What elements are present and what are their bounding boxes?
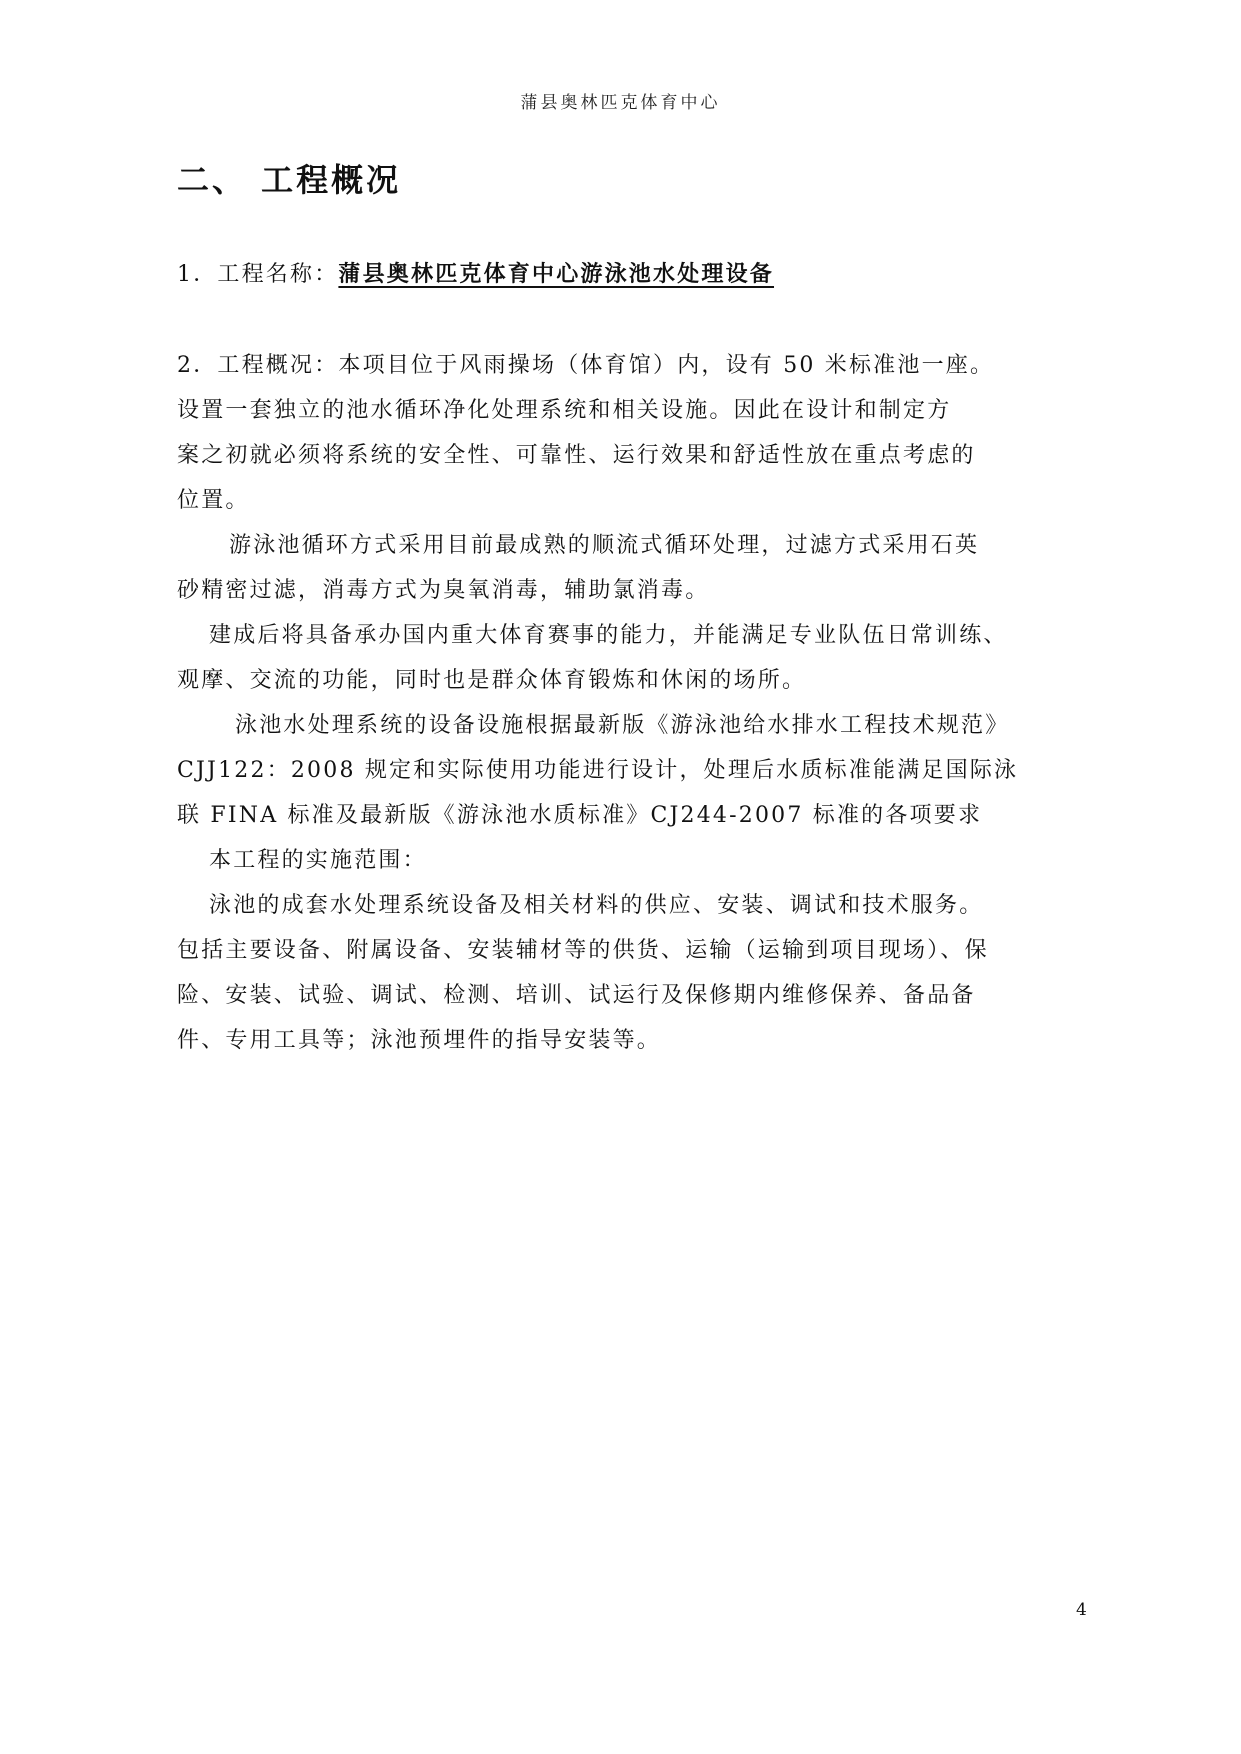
overview-line: 险、安装、试验、调试、检测、培训、试运行及保修期内维修保养、备品备	[177, 983, 976, 1008]
overview-line: 包括主要设备、附属设备、安装辅材等的供货、运输（运输到项目现场）、保	[177, 938, 989, 963]
overview-line: 观摩、交流的功能，同时也是群众体育锻炼和休闲的场所。	[177, 668, 807, 693]
overview-line: 泳池水处理系统的设备设施根据最新版《游泳池给水排水工程技术规范》	[235, 713, 1010, 738]
project-name-line	[177, 252, 1097, 297]
overview-line: 游泳池循环方式采用目前最成熟的顺流式循环处理，过滤方式采用石英	[229, 533, 980, 558]
overview-line: 设置一套独立的池水循环净化处理系统和相关设施。因此在设计和制定方	[177, 398, 952, 423]
project-name-value: 蒲县奥林匹克体育中心游泳池水处理设备	[338, 262, 775, 287]
overview-line: 建成后将具备承办国内重大体育赛事的能力，并能满足专业队伍日常训练、	[209, 623, 1008, 648]
overview-line: 砂精密过滤，消毒方式为臭氧消毒，辅助氯消毒。	[177, 578, 710, 603]
section-title: 二、 工程概况	[177, 161, 402, 199]
overview-line: 位置。	[177, 488, 250, 513]
overview-line: 联 FINA 标准及最新版《游泳池水质标准》CJ244-2007 标准的各项要求	[177, 803, 983, 828]
overview-line: CJJ122：2008 规定和实际使用功能进行设计，处理后水质标准能满足国际泳	[177, 758, 1019, 783]
overview-line: 件、专用工具等；泳池预埋件的指导安装等。	[177, 1028, 662, 1053]
overview-line: 本工程的实施范围：	[209, 848, 427, 873]
overview-line: 案之初就必须将系统的安全性、可靠性、运行效果和舒适性放在重点考虑的	[177, 443, 976, 468]
overview-line: 泳池的成套水处理系统设备及相关材料的供应、安装、调试和技术服务。	[209, 893, 984, 918]
page-number: 4	[1076, 1600, 1087, 1620]
project-overview	[177, 343, 1097, 1063]
project-name-label: 1．工程名称：	[177, 262, 339, 287]
page-header: 蒲县奥林匹克体育中心	[520, 93, 721, 113]
overview-line: 2．工程概况：本项目位于风雨操场（体育馆）内，设有 50 米标准池一座。	[177, 353, 995, 378]
